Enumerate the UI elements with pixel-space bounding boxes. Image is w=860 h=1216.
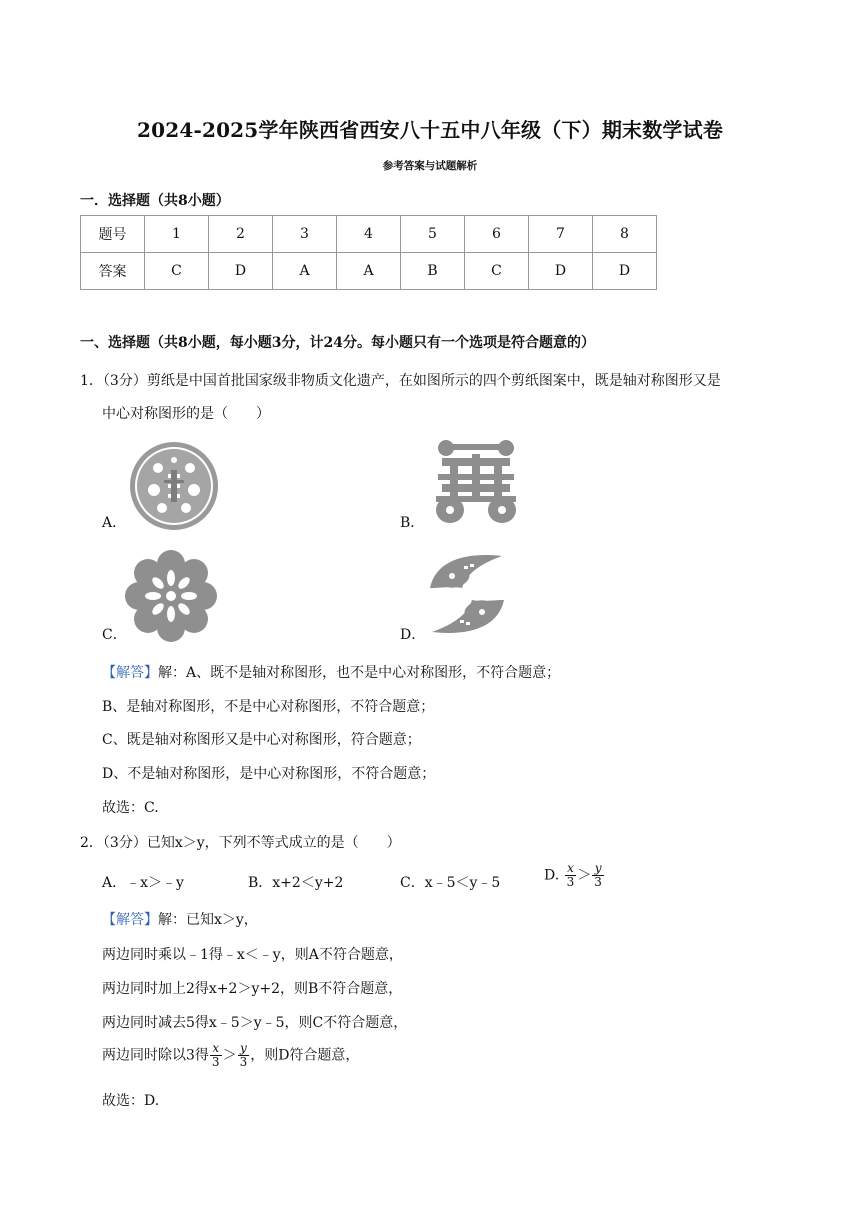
table-cell: 6 <box>465 216 529 253</box>
greater-than-sign: ＞ <box>222 1047 237 1064</box>
table-row-numbers <box>81 216 657 253</box>
fraction-y-over-3 <box>592 862 604 889</box>
q2-solution-line2: 两边同时乘以﹣1得﹣x＜﹣y，则A不符合题意， <box>102 947 403 963</box>
q2-option-d <box>544 862 605 889</box>
table-cell: D <box>593 253 657 290</box>
q2-option-b: B．x+2＜y+2 <box>248 875 344 891</box>
fraction-denominator: 3 <box>211 1055 220 1069</box>
q2-stem: 2．（3分）已知x＞y，下列不等式成立的是（ ） <box>80 835 401 851</box>
table-cell: 8 <box>593 216 657 253</box>
q2-option-c: C．x﹣5＜y﹣5 <box>400 875 501 891</box>
q2-solution-text: ，则D符合题意， <box>250 1047 360 1064</box>
table-header-number: 题号 <box>81 216 145 253</box>
q2-solution-line4: 两边同时减去5得x﹣5＞y﹣5，则C不符合题意， <box>102 1015 408 1031</box>
q2-solution-line3: 两边同时加上2得x+2＞y+2，则B不符合题意， <box>102 981 403 997</box>
q1-solution-line5: 故选：C. <box>102 800 159 816</box>
table-cell: 5 <box>401 216 465 253</box>
fraction-numerator: y <box>592 862 604 876</box>
q2-option-d-label: D. <box>544 867 560 884</box>
table-cell: D <box>529 253 593 290</box>
table-cell: A <box>273 253 337 290</box>
papercut-d-image <box>426 548 508 640</box>
q2-solution-text: 解：已知x＞y， <box>158 912 258 928</box>
section-heading-1: 一．选择题（共8小题） <box>80 193 230 209</box>
q2-solution-text: 两边同时除以3得 <box>102 1047 209 1064</box>
q1-stem-line1: 1．（3分）剪纸是中国首批国家级非物质文化遗产，在如图所示的四个剪纸图案中，既是轴对称图形又是 <box>80 373 721 389</box>
table-cell: 1 <box>145 216 209 253</box>
table-cell: 7 <box>529 216 593 253</box>
fraction-denominator: 3 <box>566 875 575 889</box>
q1-solution-line3: C、既是轴对称图形又是中心对称图形，符合题意； <box>102 732 421 748</box>
fraction-x-over-3 <box>210 1042 222 1069</box>
table-cell: 2 <box>209 216 273 253</box>
fraction-numerator: y <box>238 1042 250 1056</box>
answer-tag: 【解答】 <box>102 665 158 681</box>
q2-solution-line1 <box>102 909 258 929</box>
fraction-numerator: x <box>565 862 577 876</box>
q1-solution-line2: B、是轴对称图形，不是中心对称图形，不符合题意； <box>102 699 435 715</box>
table-row-answers <box>81 253 657 290</box>
q2-solution-line5 <box>102 1042 359 1069</box>
fraction-y-over-3 <box>238 1042 250 1069</box>
section-heading-2: 一、选择题（共8小题，每小题3分，计24分。每小题只有一个选项是符合题意的） <box>80 335 595 351</box>
fraction-denominator: 3 <box>594 875 602 889</box>
fraction-numerator: x <box>210 1042 222 1056</box>
table-cell: 4 <box>337 216 401 253</box>
q1-option-c-label: C． <box>102 627 127 643</box>
answer-table <box>80 215 657 290</box>
table-cell: C <box>145 253 209 290</box>
papercut-a-image <box>128 440 220 532</box>
q1-solution-line1 <box>102 662 560 682</box>
q1-option-b-label: B． <box>400 515 425 531</box>
q1-option-d-label: D． <box>400 627 426 643</box>
q1-stem-line2: 中心对称图形的是（ ） <box>102 406 270 422</box>
q2-option-a: A．﹣x＞﹣y <box>102 875 184 891</box>
fraction-denominator: 3 <box>239 1055 248 1069</box>
table-cell: 3 <box>273 216 337 253</box>
papercut-b-image <box>428 436 524 528</box>
table-cell: A <box>337 253 401 290</box>
table-cell: C <box>465 253 529 290</box>
greater-than-sign: ＞ <box>577 867 592 884</box>
answer-tag: 【解答】 <box>102 912 158 928</box>
papercut-c-image <box>125 550 217 642</box>
table-header-answer: 答案 <box>81 253 145 290</box>
table-cell: D <box>209 253 273 290</box>
q2-solution-line6: 故选：D. <box>102 1093 160 1109</box>
q1-solution-text: 解：A、既不是轴对称图形，也不是中心对称图形，不符合题意； <box>158 665 561 681</box>
fraction-x-over-3 <box>565 862 577 889</box>
table-cell: B <box>401 253 465 290</box>
page-subtitle: 参考答案与试题解析 <box>382 160 478 172</box>
q1-option-a-label: A． <box>102 515 127 531</box>
q1-solution-line4: D、不是轴对称图形，是中心对称图形，不符合题意； <box>102 766 436 782</box>
page-title: 2024-2025学年陕西省西安八十五中八年级（下）期末数学试卷 <box>136 118 724 142</box>
